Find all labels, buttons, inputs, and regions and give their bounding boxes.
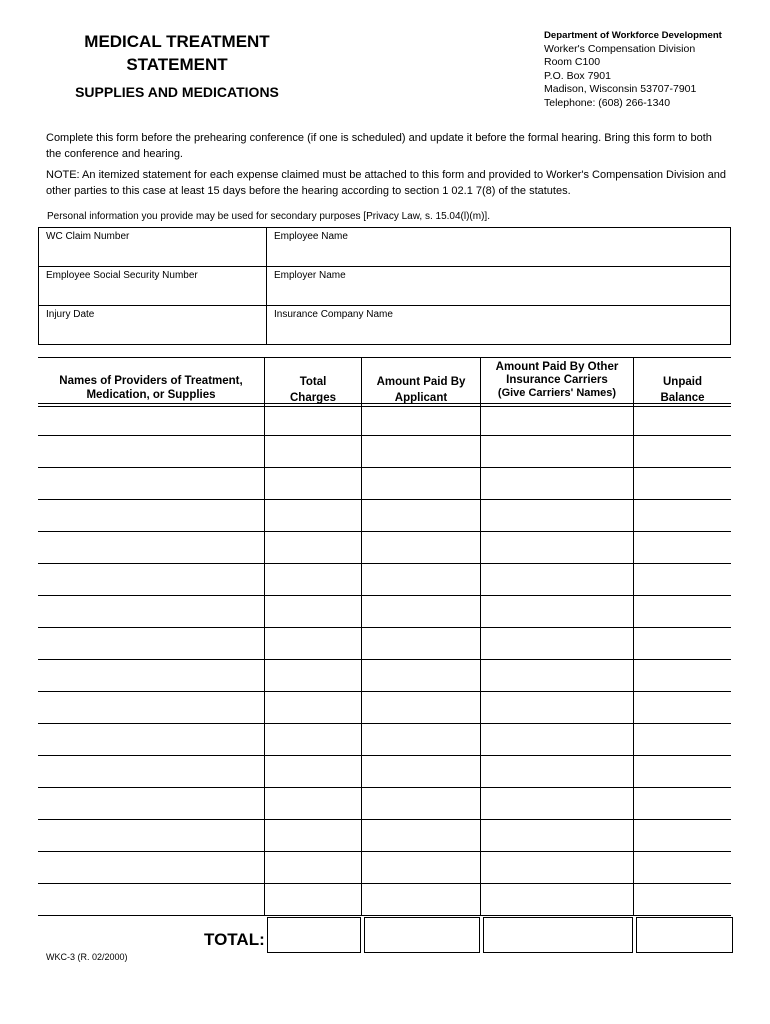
table-cell[interactable] — [265, 692, 361, 723]
room: Room C100 — [544, 56, 601, 68]
form-subtitle: SUPPLIES AND MEDICATIONS — [75, 84, 279, 100]
table-cell[interactable] — [481, 564, 633, 595]
table-cell[interactable] — [265, 884, 361, 915]
table-cell[interactable] — [634, 532, 731, 563]
table-cell[interactable] — [634, 884, 731, 915]
po-box: P.O. Box 7901 — [544, 69, 611, 82]
department-address — [544, 29, 722, 110]
table-cell[interactable] — [481, 788, 633, 819]
table-cell[interactable] — [634, 436, 731, 467]
employee-ssn-field[interactable] — [39, 267, 267, 306]
wc-claim-number-label: WC Claim Number — [46, 231, 130, 242]
form-number: WKC-3 (R. 02/2000) — [46, 952, 128, 962]
table-cell[interactable] — [362, 852, 480, 883]
col-header-paid-by-other-carriers — [481, 361, 633, 400]
employer-name-field[interactable] — [267, 267, 731, 306]
table-cell[interactable] — [362, 407, 480, 435]
expense-table-bottom-rule — [38, 915, 731, 916]
table-cell[interactable] — [362, 756, 480, 787]
table-cell[interactable] — [634, 468, 731, 499]
employer-name-label: Employer Name — [274, 270, 346, 281]
total-unpaid-balance-box[interactable] — [636, 917, 733, 953]
table-cell[interactable] — [38, 852, 264, 883]
table-cell[interactable] — [481, 407, 633, 435]
col-total-line1: Total — [299, 376, 327, 388]
total-charges-box[interactable] — [267, 917, 361, 953]
table-cell[interactable] — [634, 852, 731, 883]
privacy-notice: Personal information you provide may be used for secondary purposes [Privacy Law, s. 15.04(l)(m)]. — [47, 211, 490, 222]
total-paid-by-other-box[interactable] — [483, 917, 633, 953]
table-cell[interactable] — [38, 564, 264, 595]
table-cell[interactable] — [38, 628, 264, 659]
table-cell[interactable] — [38, 436, 264, 467]
table-cell[interactable] — [265, 500, 361, 531]
table-cell[interactable] — [265, 596, 361, 627]
table-cell[interactable] — [362, 500, 480, 531]
table-cell[interactable] — [481, 692, 633, 723]
form-title-line1: MEDICAL TREATMENT — [84, 32, 270, 51]
wc-claim-number-field[interactable] — [39, 228, 267, 267]
city-state-zip: Madison, Wisconsin 53707-7901 — [544, 83, 697, 95]
table-cell[interactable] — [265, 660, 361, 691]
table-cell[interactable] — [481, 756, 633, 787]
total-label: TOTAL: — [204, 930, 265, 949]
col-header-providers — [38, 374, 264, 402]
col-providers-line1: Names of Providers of Treatment, — [59, 375, 243, 387]
table-cell[interactable] — [38, 407, 264, 435]
table-cell[interactable] — [362, 628, 480, 659]
total-paid-by-applicant-box[interactable] — [364, 917, 480, 953]
table-cell[interactable] — [634, 660, 731, 691]
col-total-line2: Charges — [289, 392, 337, 404]
table-cell[interactable] — [38, 788, 264, 819]
table-cell[interactable] — [265, 628, 361, 659]
col-header-total-charges — [265, 374, 361, 406]
employee-name-label: Employee Name — [274, 231, 348, 242]
insurance-company-label: Insurance Company Name — [274, 309, 393, 320]
table-cell[interactable] — [38, 596, 264, 627]
table-cell[interactable] — [362, 532, 480, 563]
table-cell[interactable] — [362, 468, 480, 499]
table-cell[interactable] — [634, 628, 731, 659]
table-cell[interactable] — [265, 564, 361, 595]
table-cell[interactable] — [634, 692, 731, 723]
table-cell[interactable] — [481, 724, 633, 755]
employee-ssn-label: Employee Social Security Number — [46, 270, 198, 281]
table-cell[interactable] — [265, 788, 361, 819]
table-cell[interactable] — [38, 500, 264, 531]
table-cell[interactable] — [38, 756, 264, 787]
table-cell[interactable] — [634, 724, 731, 755]
table-cell[interactable] — [38, 724, 264, 755]
table-cell[interactable] — [362, 436, 480, 467]
insurance-company-field[interactable] — [267, 306, 731, 345]
table-cell[interactable] — [38, 820, 264, 851]
table-cell[interactable] — [481, 660, 633, 691]
table-cell[interactable] — [634, 407, 731, 435]
col-other-line3: (Give Carriers' Names) — [497, 387, 617, 399]
table-cell[interactable] — [634, 596, 731, 627]
table-cell[interactable] — [362, 820, 480, 851]
table-cell[interactable] — [362, 724, 480, 755]
table-cell[interactable] — [634, 788, 731, 819]
col-header-paid-by-applicant — [362, 374, 480, 406]
department-name: Department of Workforce Development — [544, 30, 722, 41]
col-providers-line2: Medication, or Supplies — [86, 389, 216, 401]
table-cell[interactable] — [265, 468, 361, 499]
injury-date-label: Injury Date — [46, 309, 95, 320]
note-text: NOTE: An itemized statement for each expense claimed must be attached to this form and provided to Worker's Compensation Division and other parties to this case at least 15 days before the hearing according to section 1 02.1 7(8) of the statutes. — [46, 169, 726, 197]
table-cell[interactable] — [481, 500, 633, 531]
table-cell[interactable] — [265, 756, 361, 787]
instructions-text: Complete this form before the prehearing conference (if one is scheduled) and update it before the formal hearing. Bring this form to both the conference and hearing. — [46, 132, 712, 160]
table-cell[interactable] — [481, 820, 633, 851]
table-cell[interactable] — [265, 532, 361, 563]
table-cell[interactable] — [481, 436, 633, 467]
col-applicant-line2: Applicant — [394, 392, 448, 404]
table-cell[interactable] — [38, 884, 264, 915]
col-other-line1: Amount Paid By Other — [495, 361, 619, 373]
col-header-unpaid-balance — [634, 374, 731, 406]
form-title-line2: STATEMENT — [126, 55, 228, 74]
table-cell[interactable] — [362, 692, 480, 723]
table-cell[interactable] — [265, 407, 361, 435]
table-cell[interactable] — [634, 500, 731, 531]
expense-table-top-rule — [38, 357, 731, 358]
table-cell[interactable] — [481, 468, 633, 499]
table-cell[interactable] — [481, 884, 633, 915]
table-cell[interactable] — [481, 628, 633, 659]
table-cell[interactable] — [265, 724, 361, 755]
claim-info-table — [38, 227, 731, 345]
table-cell[interactable] — [362, 660, 480, 691]
table-cell[interactable] — [38, 468, 264, 499]
table-cell[interactable] — [265, 820, 361, 851]
table-cell[interactable] — [265, 852, 361, 883]
injury-date-field[interactable] — [39, 306, 267, 345]
table-cell[interactable] — [481, 852, 633, 883]
table-cell[interactable] — [634, 564, 731, 595]
col-other-line2: Insurance Carriers — [506, 374, 608, 386]
table-cell[interactable] — [481, 596, 633, 627]
division-name: Worker's Compensation Division — [544, 42, 696, 55]
table-cell[interactable] — [634, 820, 731, 851]
col-unpaid-line1: Unpaid — [663, 376, 702, 388]
table-cell[interactable] — [362, 596, 480, 627]
table-cell[interactable] — [362, 884, 480, 915]
employee-name-field[interactable] — [267, 228, 731, 267]
col-applicant-line1: Amount Paid By — [376, 376, 466, 388]
table-cell[interactable] — [634, 756, 731, 787]
table-cell[interactable] — [265, 436, 361, 467]
telephone: Telephone: (608) 266-1340 — [544, 96, 671, 109]
table-cell[interactable] — [362, 564, 480, 595]
table-cell[interactable] — [38, 532, 264, 563]
table-cell[interactable] — [362, 788, 480, 819]
table-cell[interactable] — [38, 692, 264, 723]
table-cell[interactable] — [481, 532, 633, 563]
col-unpaid-line2: Balance — [660, 392, 705, 404]
table-cell[interactable] — [38, 660, 264, 691]
